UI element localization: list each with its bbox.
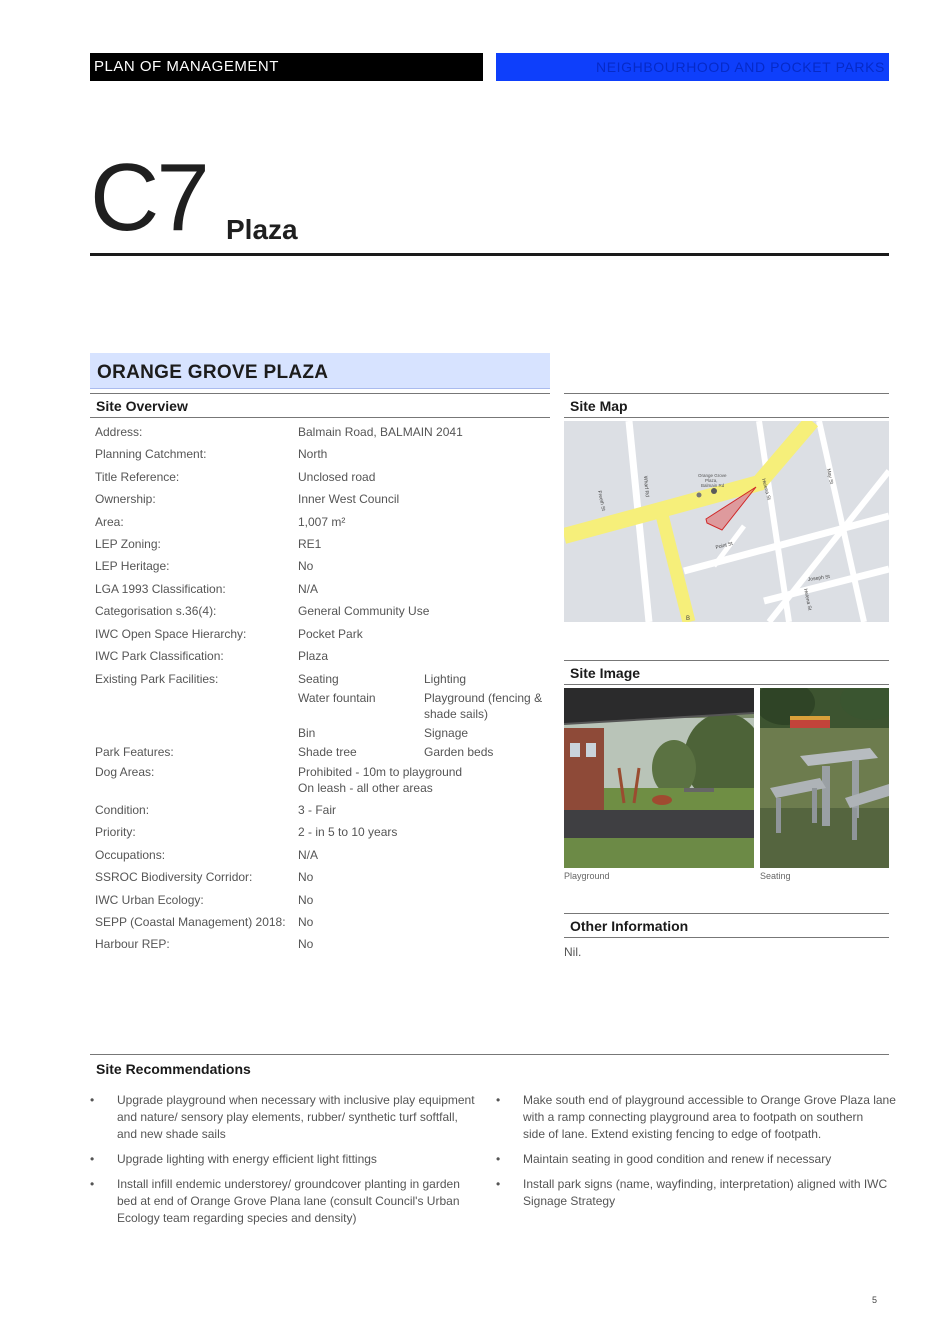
bullet-dot: • — [496, 1152, 501, 1166]
playground-caption: Playground — [564, 871, 610, 881]
dog-areas-prohibited: Prohibited - 10m to playground — [298, 765, 463, 779]
lep-heritage-value: No — [298, 559, 314, 573]
site-map-graphic — [564, 421, 889, 622]
rec-right-1-line-2: with a ramp connecting playground area to footpath on southern — [523, 1110, 864, 1124]
site-map-heading: Site Map — [564, 393, 889, 418]
sepp-label: SEPP (Coastal Management) 2018: — [95, 915, 286, 929]
map-marker-label-2: Plaza, — [705, 478, 718, 483]
catchment-label: Planning Catchment: — [95, 447, 207, 461]
lep-zoning-value: RE1 — [298, 537, 322, 551]
area-label: Area: — [95, 515, 124, 529]
ssroc-label: SSROC Biodiversity Corridor: — [95, 870, 253, 884]
catchment-value: North — [298, 447, 328, 461]
map-marker-label-1: Orange Grove — [698, 473, 727, 478]
urban-ecology-label: IWC Urban Ecology: — [95, 893, 204, 907]
header-plan-label: PLAN OF MANAGEMENT — [90, 53, 483, 81]
lep-heritage-label: LEP Heritage: — [95, 559, 170, 573]
park-class-value: Plaza — [298, 649, 329, 663]
condition-value: 3 - Fair — [298, 803, 337, 817]
rec-right-3-line-1: Install park signs (name, wayfinding, interpretation) aligned with IWC — [523, 1177, 888, 1191]
title-divider — [90, 253, 889, 256]
title-ref-label: Title Reference: — [95, 470, 180, 484]
bullet-dot: • — [90, 1152, 95, 1166]
categorisation-label: Categorisation s.36(4): — [95, 604, 217, 618]
lga-value: N/A — [298, 582, 319, 596]
map-label-may: May St — [825, 468, 835, 485]
site-map — [564, 421, 889, 622]
park-name-banner: ORANGE GROVE PLAZA — [90, 353, 550, 389]
header-section-label: NEIGHBOURHOOD AND POCKET PARKS — [496, 53, 889, 81]
facility-bin: Bin — [298, 726, 316, 740]
other-info-heading: Other Information — [564, 913, 889, 938]
occupations-label: Occupations: — [95, 848, 166, 862]
dog-areas-label: Dog Areas: — [95, 765, 155, 779]
facility-playground: Playground (fencing & — [424, 691, 543, 705]
condition-label: Condition: — [95, 803, 150, 817]
priority-label: Priority: — [95, 825, 136, 839]
rec-left-1-line-3: and new shade sails — [117, 1127, 226, 1141]
park-class-label: IWC Park Classification: — [95, 649, 224, 663]
ownership-label: Ownership: — [95, 492, 156, 506]
map-label-point: Point St — [715, 540, 734, 551]
recommendations-heading: Site Recommendations — [90, 1054, 889, 1079]
priority-value: 2 - in 5 to 10 years — [298, 825, 398, 839]
map-label-wharf: Wharf Rd — [642, 475, 650, 498]
harbour-rep-label: Harbour REP: — [95, 937, 170, 951]
bullet-dot: • — [90, 1177, 95, 1191]
ssroc-value: No — [298, 870, 314, 884]
title-ref-value: Unclosed road — [298, 470, 376, 484]
facility-lighting: Lighting — [424, 672, 467, 686]
bullet-dot: • — [90, 1093, 95, 1107]
rec-left-2-line-1: Upgrade lighting with energy efficient light fittings — [117, 1152, 377, 1166]
map-label-helena-south: Helena St — [802, 588, 813, 611]
section-title: Plaza — [226, 214, 298, 245]
feature-garden-beds: Garden beds — [424, 745, 494, 759]
map-marker-label-3: Balmain Rd — [701, 483, 725, 488]
map-label-helena: Helena St — [760, 477, 772, 501]
facility-water-fountain: Water fountain — [298, 691, 376, 705]
sepp-value: No — [298, 915, 314, 929]
playground-photo-graphic — [564, 688, 754, 868]
map-label-joseph: Joseph St — [807, 573, 831, 583]
occupations-value: N/A — [298, 848, 319, 862]
hierarchy-label: IWC Open Space Hierarchy: — [95, 627, 247, 641]
section-code: C7 — [90, 144, 207, 251]
seating-photo — [760, 688, 889, 868]
page-number: 5 — [872, 1295, 878, 1305]
lga-label: LGA 1993 Classification: — [95, 582, 226, 596]
area-value: 1,007 m² — [298, 515, 346, 529]
rec-right-1-line-1: Make south end of playground accessible to Orange Grove Plaza lane — [523, 1093, 896, 1107]
map-label-freeth: Freeth St — [596, 490, 607, 512]
seating-photo-graphic — [760, 688, 889, 868]
rec-right-2-line-1: Maintain seating in good condition and renew if necessary — [523, 1152, 832, 1166]
address-label: Address: — [95, 425, 143, 439]
rec-left-3-line-1: Install infill endemic understorey/ groundcover planting in garden — [117, 1177, 460, 1191]
rec-left-3-line-2: bed at end of Orange Grove Plana lane (consult Council's Urban — [117, 1194, 460, 1208]
harbour-rep-value: No — [298, 937, 314, 951]
bullet-dot: • — [496, 1093, 501, 1107]
other-info-text: Nil. — [564, 945, 582, 959]
rec-left-3-line-3: Ecology team regarding species and density) — [117, 1211, 357, 1225]
rec-left-1-line-1: Upgrade playground when necessary with inclusive play equipment — [117, 1093, 475, 1107]
feature-shade-tree: Shade tree — [298, 745, 357, 759]
rec-right-1-line-3: side of lane. Extend existing fencing to edge of footpath. — [523, 1127, 822, 1141]
features-label: Park Features: — [95, 745, 174, 759]
dog-areas-leash: On leash - all other areas — [298, 781, 433, 795]
categorisation-value: General Community Use — [298, 604, 430, 618]
rec-right-3-line-2: Signage Strategy — [523, 1194, 616, 1208]
lep-zoning-label: LEP Zoning: — [95, 537, 161, 551]
ownership-value: Inner West Council — [298, 492, 400, 506]
facilities-label: Existing Park Facilities: — [95, 672, 219, 686]
site-overview-heading: Site Overview — [90, 393, 550, 418]
hierarchy-value: Pocket Park — [298, 627, 363, 641]
facility-seating: Seating — [298, 672, 339, 686]
site-image-heading: Site Image — [564, 660, 889, 685]
rec-left-1-line-2: and nature/ sensory play elements, rubber/ synthetic turf softfall, — [117, 1110, 458, 1124]
facility-playground-cont: shade sails) — [424, 707, 489, 721]
urban-ecology-value: No — [298, 893, 314, 907]
playground-photo — [564, 688, 754, 868]
bullet-dot: • — [496, 1177, 501, 1191]
map-label-b: B — [686, 616, 691, 622]
seating-caption: Seating — [760, 871, 791, 881]
facility-signage: Signage — [424, 726, 469, 740]
address-value: Balmain Road, BALMAIN 2041 — [298, 425, 463, 439]
